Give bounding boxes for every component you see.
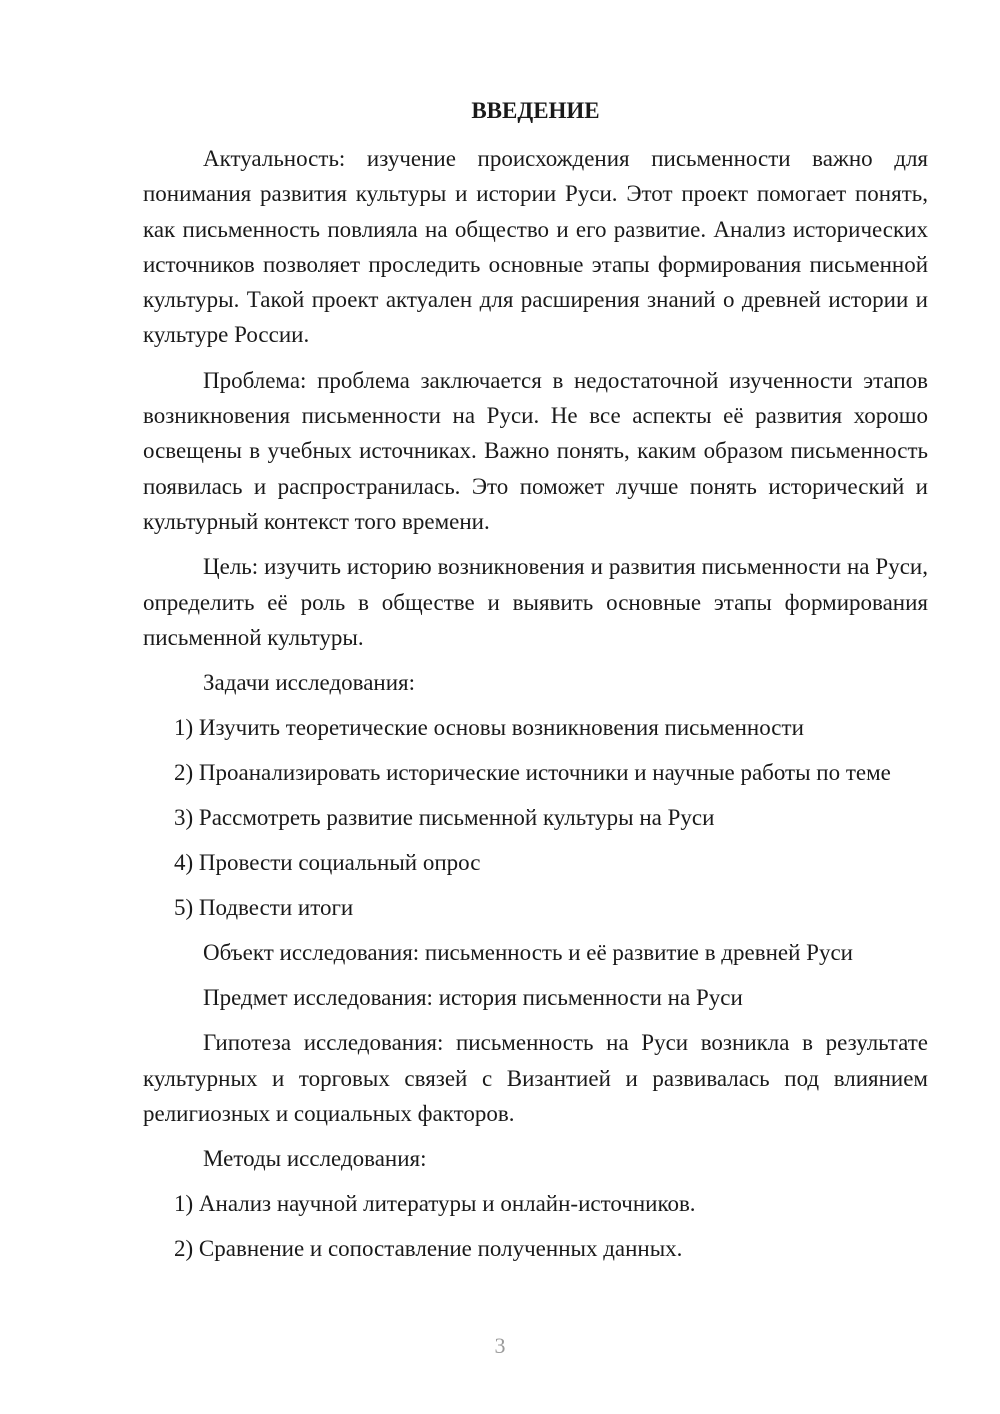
task-item: 5) Подвести итоги [174,895,354,921]
page-title: ВВЕДЕНИЕ [471,98,600,123]
methods-heading: Методы исследования: [203,1146,427,1172]
method-item: 1) Анализ научной литературы и онлайн-источников. [174,1191,696,1217]
paragraph-problem: Проблема: проблема заключается в недостаточной изученности этапов возникновения письменности на Руси. Не все аспекты её развития хорошо освещены в учебных источниках. Важно понять, каким образом письменность появилась и распространилась. Это поможет лучше понять исторический и культурный контекст того времени. [143,367,928,534]
page-number: 3 [494,1333,506,1358]
task-item: 1) Изучить теоретические основы возникновения письменности [174,715,804,741]
page-content [143,96,928,1276]
task-item: 2) Проанализировать исторические источники и научные работы по теме [174,760,891,786]
task-item: 4) Провести социальный опрос [174,850,481,876]
task-item: 3) Рассмотреть развитие письменной культуры на Руси [174,805,715,831]
method-item: 2) Сравнение и сопоставление полученных данных. [174,1236,683,1262]
paragraph-subject: Предмет исследования: история письменности на Руси [203,985,743,1011]
tasks-heading: Задачи исследования: [203,670,416,696]
paragraph-relevance: Актуальность: изучение происхождения письменности важно для понимания развития культуры и истории Руси. Этот проект помогает понять, как письменность повлияла на общество и его развитие. Анализ исторических источников позволяет проследить основные этапы формирования письменной культуры. Такой проект актуален для расширения знаний о древней истории и культуре России. [143,146,928,348]
paragraph-object: Объект исследования: письменность и её развитие в древней Руси [203,940,853,966]
paragraph-hypothesis: Гипотеза исследования: письменность на Руси возникла в результате культурных и торговых связей с Византией и развивалась под влиянием религиозных и социальных факторов. [143,1030,928,1127]
paragraph-goal: Цель: изучить историю возникновения и развития письменности на Руси, определить её роль в обществе и выявить основные этапы формирования письменной культуры. [143,554,928,650]
